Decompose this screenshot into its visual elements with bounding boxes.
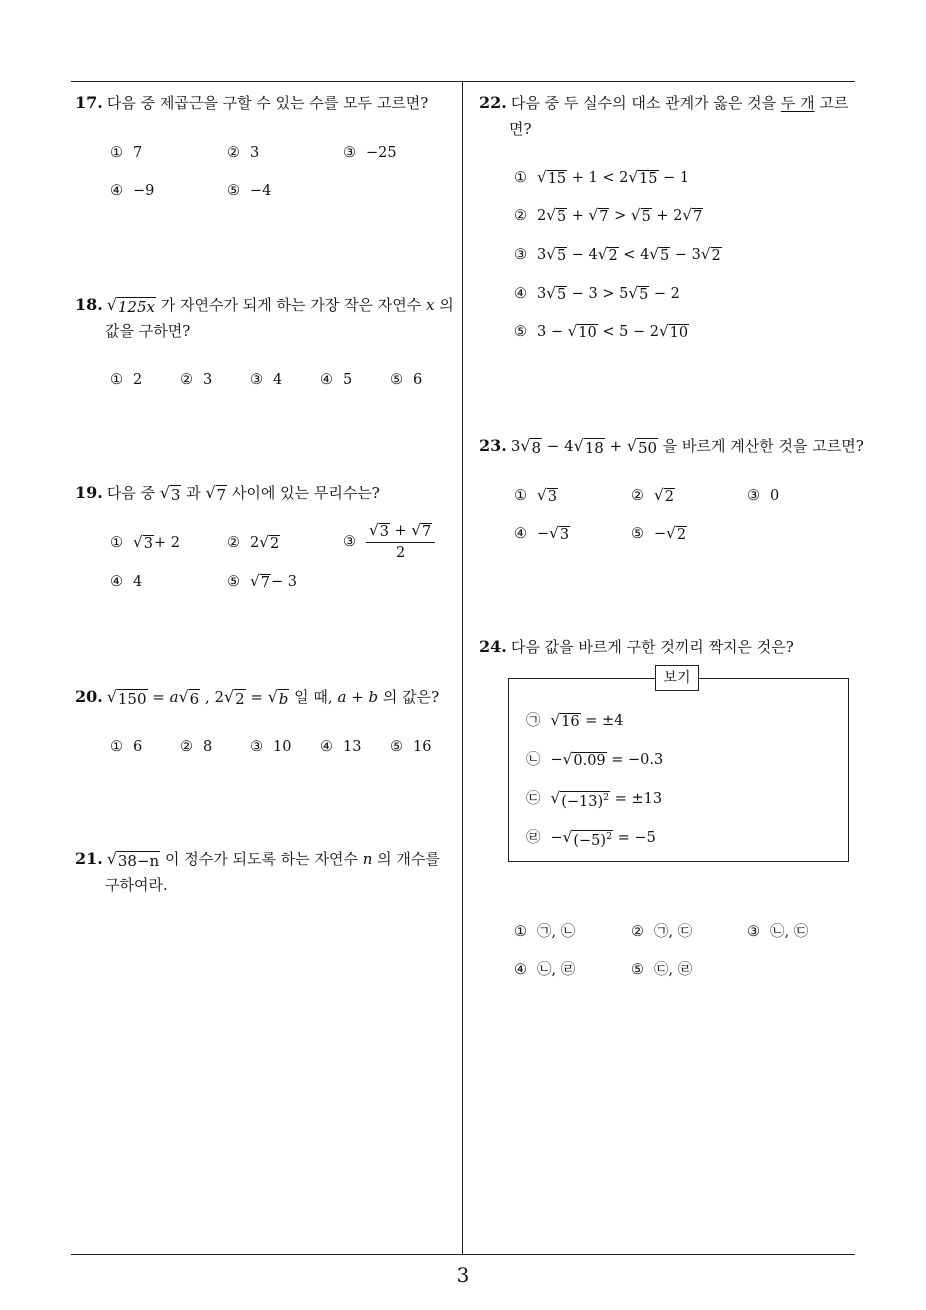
option-value: 2: [250, 535, 260, 551]
question-text: 다음 중 제곱근을 구할 수 있는 수를 모두 고르면?: [106, 94, 429, 112]
option-mark: ④: [514, 962, 527, 978]
question-number: 23.: [479, 436, 507, 455]
q19-option-2[interactable]: ② 2 √ 2: [227, 533, 280, 552]
question-text: 사이에 있는 무리수는?: [227, 484, 380, 502]
option-mark: ①: [110, 372, 123, 388]
q18-option-3[interactable]: [250, 368, 282, 392]
q17-option-5[interactable]: [227, 179, 271, 203]
question-24: [479, 634, 794, 660]
q19-option-1[interactable]: ① √ 3 + 2: [110, 533, 180, 552]
question-text: 일 때,: [289, 688, 338, 706]
question-text: 과: [181, 484, 206, 502]
option-value: 6: [413, 372, 423, 388]
option-mark: ②: [180, 739, 193, 755]
option-mark: ④: [514, 526, 527, 542]
q22-option-5[interactable]: [514, 320, 689, 344]
option-value: −9: [133, 183, 155, 199]
expression: a: [337, 688, 347, 706]
q24-option-3[interactable]: [747, 920, 808, 944]
option-value: 8: [203, 739, 213, 755]
option-value: 3: [547, 489, 557, 505]
option-mark: ②: [227, 535, 240, 551]
option-value: −: [654, 526, 667, 542]
bogi-mark: ㉡: [526, 752, 541, 768]
emphasis-underline: 두 개: [780, 94, 815, 112]
q24-option-4[interactable]: [514, 958, 575, 982]
option-value: +: [394, 523, 407, 539]
bogi-mark: ㉢: [526, 791, 541, 807]
question-text: 을 바르게 계산한 것을 고르면?: [658, 437, 864, 455]
option-value: 5: [343, 372, 353, 388]
bogi-item-3: ㉢ √ $(-13)^2$ = ±13: [526, 789, 663, 810]
question-18: [75, 292, 459, 344]
q20-option-1[interactable]: [110, 735, 142, 759]
question-text: 의 개수를: [372, 850, 440, 868]
question-number: 24.: [479, 637, 507, 656]
bogi-label: 보기: [655, 665, 699, 691]
q23-option-5[interactable]: ⑤ − √ 2: [631, 524, 687, 543]
variable: x: [425, 296, 435, 314]
q20-option-4[interactable]: [320, 735, 361, 759]
option-mark: ③: [747, 924, 760, 940]
option-mark: ①: [110, 739, 123, 755]
question-17: [75, 90, 428, 116]
option-value: 7: [133, 145, 143, 161]
question-text: 다음 값을 바르게 구한 것끼리 짝지은 것은?: [510, 638, 794, 656]
question-text-cont: 구하여라.: [105, 876, 168, 894]
option-value: 13: [343, 739, 362, 755]
question-number: 19.: [75, 483, 103, 502]
question-number: 20.: [75, 687, 103, 706]
option-mark: ④: [110, 574, 123, 590]
option-mark: ⑤: [514, 324, 527, 340]
question-text: 이 정수가 되도록 하는 자연수: [160, 850, 363, 868]
q17-option-2[interactable]: [227, 141, 259, 165]
option-value: −4: [250, 183, 272, 199]
question-text: 다음 중 두 실수의 대소 관계가 옳은 것을: [510, 94, 781, 112]
option-value: 10: [273, 739, 292, 755]
bogi-item-2: ㉡ − √ 0.09 = −0.3: [526, 750, 664, 769]
top-rule: [71, 81, 855, 82]
option-value: ㉡, ㉢: [770, 924, 809, 940]
q19-option-5[interactable]: ⑤ √ 7 − 3: [227, 572, 297, 591]
bogi-item-4: ㉣ − √ $(-5)^2$ = −5: [526, 828, 656, 849]
option-value: −25: [366, 145, 397, 161]
question-20: 20. √ 150 = a √ 6 , 2 √ 2 = √ b 일 때, a + b 의 값은?: [75, 687, 440, 708]
question-number: 18.: [75, 295, 103, 314]
q22-option-3[interactable]: [514, 243, 722, 267]
sqrt-expression: √ 125x: [106, 295, 155, 316]
option-value: 3: [203, 372, 213, 388]
q20-option-2[interactable]: [180, 735, 212, 759]
option-value: 4: [133, 574, 143, 590]
option-mark: ③: [343, 534, 356, 550]
q22-option-4[interactable]: [514, 282, 680, 306]
question-text-cont: 면?: [509, 120, 532, 138]
option-value: − 3: [270, 574, 297, 590]
question-19: [75, 480, 380, 506]
q18-option-5[interactable]: [390, 368, 422, 392]
q23-option-4[interactable]: ④ − √ 3: [514, 524, 570, 543]
option-mark: ①: [110, 535, 123, 551]
q23-option-2[interactable]: ② √ 2: [631, 486, 674, 505]
q22-option-1[interactable]: [514, 166, 689, 190]
question-text: 고르: [814, 94, 849, 112]
option-mark: ②: [631, 924, 644, 940]
option-mark: ⑤: [390, 739, 403, 755]
option-mark: ③: [343, 145, 356, 161]
question-number: 17.: [75, 93, 103, 112]
q19-option-4[interactable]: [110, 570, 142, 594]
bottom-rule: [71, 1254, 855, 1255]
option-mark: ②: [180, 372, 193, 388]
expression: 3 √ 8 − 4 √ 18 + √ 50: [510, 436, 658, 457]
option-value: 6: [133, 739, 143, 755]
q22-option-2[interactable]: [514, 204, 703, 228]
option-mark: ⑤: [631, 526, 644, 542]
option-value: 3: [250, 145, 260, 161]
q20-option-3[interactable]: [250, 735, 291, 759]
option-value: ㉠, ㉢: [654, 924, 693, 940]
option-value: ㉠, ㉡: [537, 924, 576, 940]
q18-option-4[interactable]: [320, 368, 352, 392]
q18-option-2[interactable]: [180, 368, 212, 392]
option-value: 16: [413, 739, 432, 755]
option-mark: ⑤: [631, 962, 644, 978]
equation: √ 150 = a √ 6 , 2 √ 2 = √ b: [106, 687, 289, 708]
option-mark: ③: [250, 739, 263, 755]
option-mark: ②: [514, 208, 527, 224]
q17-option-1[interactable]: [110, 141, 142, 165]
q17-option-4[interactable]: [110, 179, 154, 203]
q20-option-5[interactable]: [390, 735, 431, 759]
question-number: 21.: [75, 849, 103, 868]
bogi-mark: ㉠: [526, 713, 541, 729]
option-mark: ②: [631, 488, 644, 504]
option-value: + 2: [153, 535, 180, 551]
option-mark: ②: [227, 145, 240, 161]
bogi-mark: ㉣: [526, 830, 541, 846]
option-mark: ④: [514, 286, 527, 302]
option-mark: ④: [110, 183, 123, 199]
question-text: 의 값은?: [378, 688, 440, 706]
option-mark: ⑤: [227, 574, 240, 590]
page-number: 3: [456, 1263, 470, 1287]
column-divider: [462, 81, 463, 1255]
option-mark: ④: [320, 372, 333, 388]
fraction: √ 3 + √ 7 2: [366, 521, 435, 563]
question-23: [479, 433, 864, 459]
question-text: 다음 중: [106, 484, 160, 502]
question-text-cont: 값을 구하면?: [105, 322, 191, 340]
question-text: 의: [434, 296, 454, 314]
option-mark: ④: [320, 739, 333, 755]
option-expression: 3 − √ 10 < 5 − 2 √ 10: [537, 322, 689, 341]
question-text: 가 자연수가 되게 하는 가장 작은 자연수: [155, 296, 426, 314]
question-22: [479, 90, 859, 142]
option-mark: ①: [514, 170, 527, 186]
option-expression: 2 √ 5 + √ 7 > √ 5 + 2 √ 7: [537, 206, 703, 225]
q19-option-3[interactable]: [343, 521, 435, 563]
option-mark: ③: [514, 247, 527, 263]
q24-option-1[interactable]: [514, 920, 575, 944]
question-21: [75, 846, 459, 898]
option-mark: ①: [110, 145, 123, 161]
option-mark: ①: [514, 924, 527, 940]
sqrt-expression: √ 7: [205, 483, 227, 504]
option-value: ㉡, ㉣: [537, 962, 576, 978]
option-value: 0: [770, 488, 780, 504]
option-mark: ⑤: [390, 372, 403, 388]
option-value: 4: [273, 372, 283, 388]
q24-option-2[interactable]: [631, 920, 692, 944]
sqrt-expression: √ 3: [159, 483, 181, 504]
option-mark: ③: [747, 488, 760, 504]
q23-option-1[interactable]: ① √ 3: [514, 486, 557, 505]
option-mark: ③: [250, 372, 263, 388]
q23-option-3[interactable]: [747, 484, 779, 508]
bogi-item-1: ㉠ √ 16 = ±4: [526, 711, 624, 730]
option-value: −: [537, 526, 550, 542]
q18-option-1[interactable]: [110, 368, 142, 392]
option-expression: √ 15 + 1 < 2 √ 15 − 1: [537, 168, 690, 187]
question-number: 22.: [479, 93, 507, 112]
option-value: 2: [664, 489, 674, 505]
q17-option-3[interactable]: [343, 141, 397, 165]
option-expression: 3 √ 5 − 3 > 5 √ 5 − 2: [537, 284, 680, 303]
variable: n: [362, 850, 373, 868]
option-mark: ①: [514, 488, 527, 504]
option-mark: ⑤: [227, 183, 240, 199]
option-value: ㉢, ㉣: [654, 962, 693, 978]
q24-option-5[interactable]: [631, 958, 692, 982]
option-expression: 3 √ 5 − 4 √ 2 < 4 √ 5 − 3 √ 2: [537, 245, 721, 264]
option-value: 2: [133, 372, 143, 388]
sqrt-expression: √ 38−n: [106, 849, 160, 870]
